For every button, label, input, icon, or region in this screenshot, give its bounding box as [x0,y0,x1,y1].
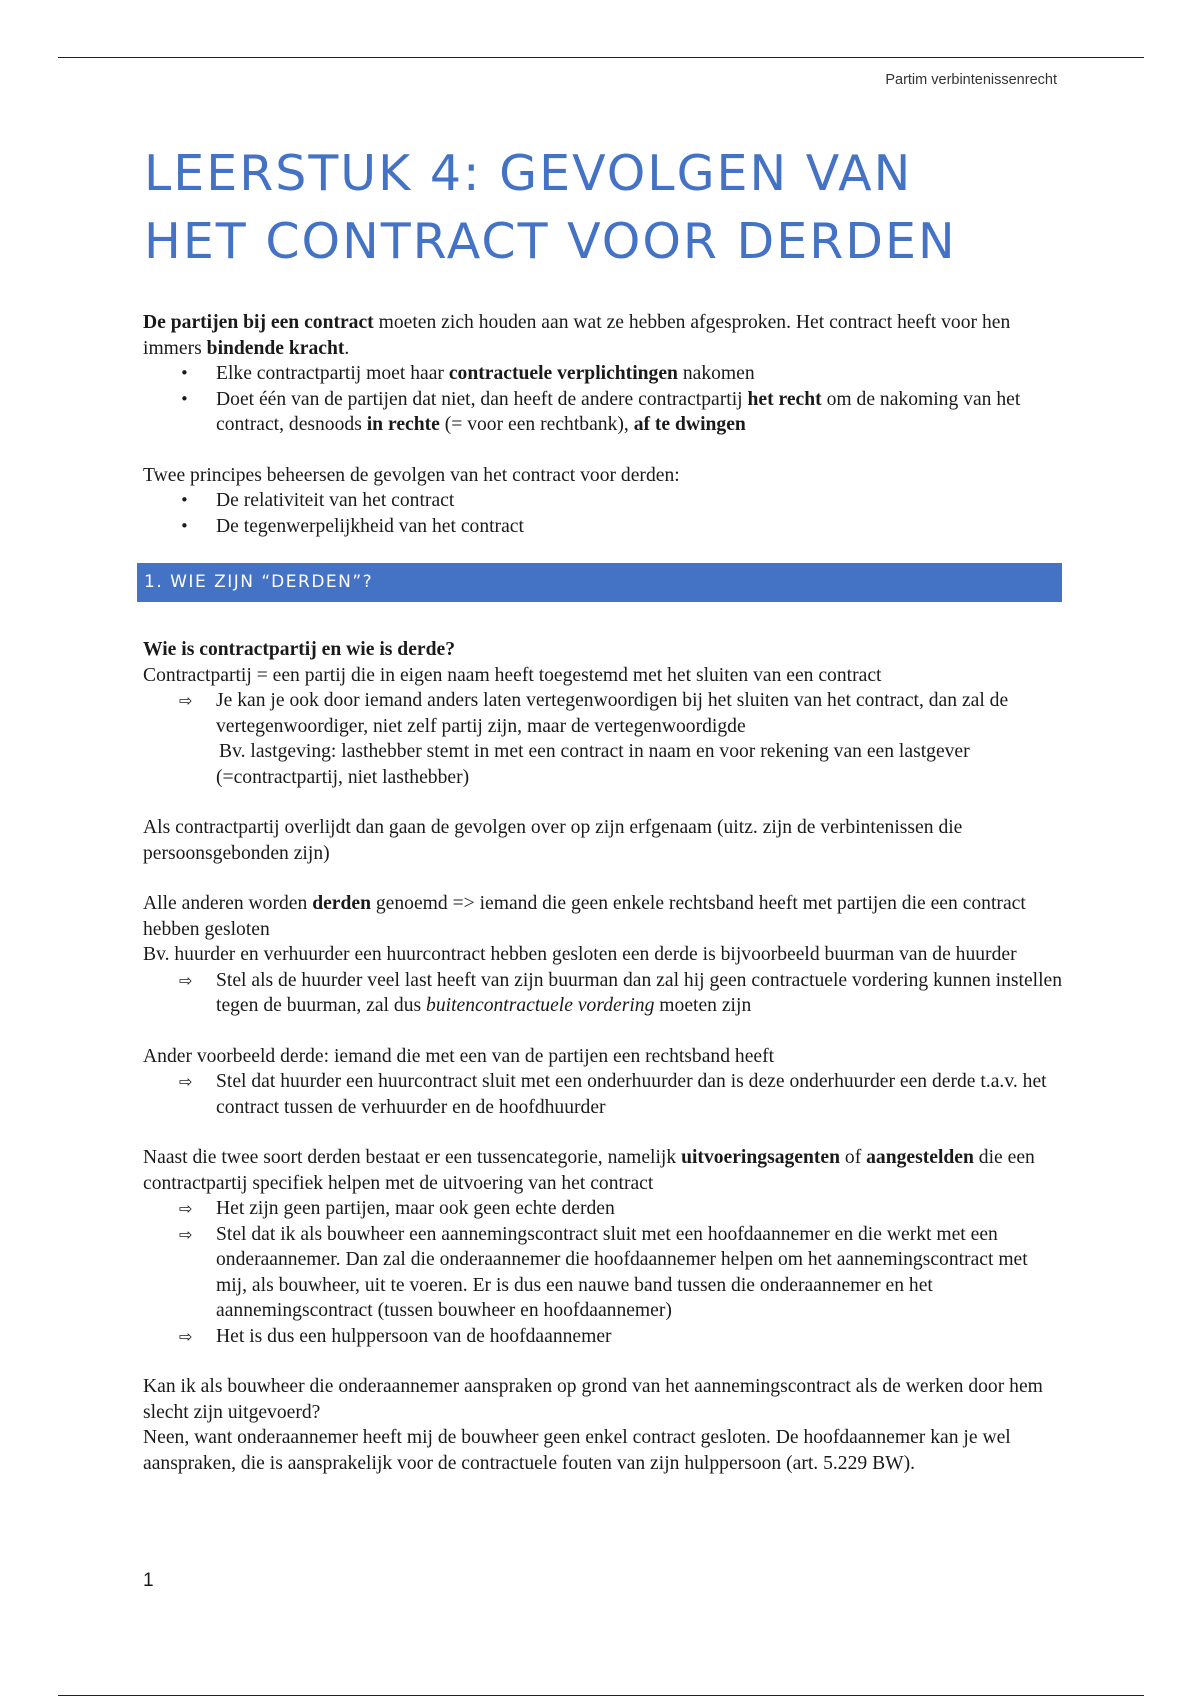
bold-term: af te dwingen [633,414,746,435]
list-item [143,1069,1063,1120]
title-line-2: HET CONTRACT VOOR DERDEN [144,213,957,270]
header-rule [58,57,1144,58]
bold-term: De partijen bij een contract [143,312,374,333]
bullet-icon: • [180,389,189,408]
footer-rule [58,1695,1144,1696]
list-item [143,1324,1063,1350]
section-heading-bar: 1. WIE ZIJN “DERDEN”? [137,563,1062,602]
arrow-right-icon: ⇨ [179,1072,193,1091]
text-run: De tegenwerpelijkheid van het contract [216,515,524,537]
text-run: Bv. lastgeving: lasthebber stemt in met een contract in naam en voor rekening van een lastgever (=contractpartij, niet lasthebber) [216,741,970,788]
text-run: Het is dus een hulppersoon van de hoofdaannemer [216,1325,612,1347]
list-item [143,387,1063,438]
text-run: Naast die twee soort derden bestaat er een tussencategorie, namelijk [143,1147,682,1168]
bold-term: derden [312,893,371,914]
text-run: Stel als de huurder veel last heeft van zijn buurman dan zal hij geen contractuele vordering kunnen instellen tegen de buurman, zal dus [216,969,1063,1016]
arrow-right-icon: ⇨ [179,1326,193,1346]
text-run: Elke contractpartij moet haar [216,363,449,384]
text-run: Stel dat ik als bouwheer een aannemingscontract sluit met een hoofdaannemer en die werkt met een onderaannemer. Dan zal die onderaannemer die hoofdaannemer helpen om het aannemingscontract met mij, als bouwheer, uit te voeren. Er is dus een nauwe band tussen die onderaannemer en het aannemingscontract (tussen bouwheer en hoofdaannemer) [216,1223,1028,1321]
text-run: Het zijn geen partijen, maar ook geen echte derden [216,1198,615,1219]
arrow-right-icon: ⇨ [179,970,193,990]
text-run: die een contractpartij specifiek helpen met de uitvoering van het contract [143,1147,1035,1194]
text-run: (= voor een rechtbank), [439,414,634,435]
list-item [143,1196,1063,1222]
bold-term: het recht [747,388,822,410]
subheading [143,637,1063,663]
text-run: Alle anderen worden [143,893,313,914]
page-title [144,140,1044,276]
others-paragraph [143,891,1063,942]
bold-term: in rechte [366,414,440,435]
bold-term: bindende kracht [206,337,345,359]
list-item [143,361,1063,387]
list-item [143,514,1063,540]
document-body [143,310,1063,1476]
arrow-list [143,968,1063,1019]
text-run: Doet één van de partijen dat niet, dan heeft de andere contractpartij [216,388,748,410]
text-run: Je kan je ook door iemand anders laten vertegenwoordigen bij het sluiten van het contract, dan zal de vertegenwoordiger, niet zelf partij zijn, maar de vertegenwoordigde [216,690,1009,737]
spacer [143,602,1063,637]
list-item [143,488,1063,514]
list-item [143,968,1063,1019]
arrow-list [143,688,1063,790]
principles-paragraph: Twee principes beheersen de gevolgen van het contract voor derden: [143,464,680,486]
text-run: . [344,337,350,359]
spacer [143,1019,1063,1044]
running-header: Partim verbintenissenrecht [885,72,1057,88]
death-paragraph: Als contractpartij overlijdt dan gaan de gevolgen over op zijn erfgenaam (uitz. zijn de verbintenissen die persoonsgebonden zijn) [143,817,963,864]
text-run: moeten zich houden aan wat ze hebben afgesproken. Het contract heeft voor hen immers [143,312,1011,359]
title-line-1: LEERSTUK 4: GEVOLGEN VAN [144,145,913,202]
agents-paragraph [143,1145,1063,1196]
answer-paragraph: Neen, want onderaannemer heeft mij de bouwheer geen enkel contract gesloten. De hoofdaannemer kan je wel aanspraken, die is aansprakelijk voor de contractuele fouten van zijn hulppersoon (art. 5.229 BW). [143,1427,1011,1474]
arrow-right-icon: ⇨ [179,1199,193,1218]
spacer [143,866,1063,891]
bold-term: Wie is contractpartij en wie is derde? [143,639,455,660]
text-run: of [840,1147,867,1168]
intro-paragraph [143,310,1063,361]
text-run: om de nakoming van het contract, desnoods [216,388,1021,435]
other-example-paragraph: Ander voorbeeld derde: iemand die met een van de partijen een rechtsband heeft [143,1045,775,1067]
bold-term: uitvoeringsagenten [681,1147,840,1168]
bold-term: contractuele verplichtingen [448,363,678,384]
intro-bullet-list [143,361,1063,438]
bullet-icon: • [180,516,189,535]
bullet-icon: • [180,491,189,509]
spacer [143,790,1063,815]
list-item [143,1222,1063,1324]
text-run: nakomen [677,363,755,384]
text-run: genoemd => iemand die geen enkele rechtsband heeft met partijen die een contract hebben gesloten [143,893,1026,940]
page-number: 1 [143,1570,154,1591]
arrow-right-icon: ⇨ [179,691,193,710]
spacer [143,1120,1063,1145]
list-item [143,688,1063,790]
bullet-icon: • [180,364,189,382]
definition-paragraph: Contractpartij = een partij die in eigen naam heeft toegestemd met het sluiten van een contract [143,664,882,686]
example-paragraph: Bv. huurder en verhuurder een huurcontract hebben gesloten een derde is bijvoorbeeld buurman van de huurder [143,944,1017,965]
principles-list [143,488,1063,539]
spacer [143,438,1063,463]
text-run: De relativiteit van het contract [216,490,455,511]
arrow-list [143,1196,1063,1349]
italic-term: buitencontractuele vordering [426,995,655,1016]
spacer [143,1349,1063,1374]
text-run: Stel dat huurder een huurcontract sluit met een onderhuurder dan is deze onderhuurder een derde t.a.v. het contract tussen de verhuurder en de hoofdhuurder [216,1071,1047,1118]
text-run: moeten zijn [654,995,752,1016]
bold-term: aangestelden [866,1147,974,1168]
question-paragraph: Kan ik als bouwheer die onderaannemer aanspraken op grond van het aannemingscontract als de werken door hem slecht zijn uitgevoerd? [143,1376,1043,1423]
arrow-right-icon: ⇨ [179,1224,193,1244]
arrow-list [143,1069,1063,1120]
